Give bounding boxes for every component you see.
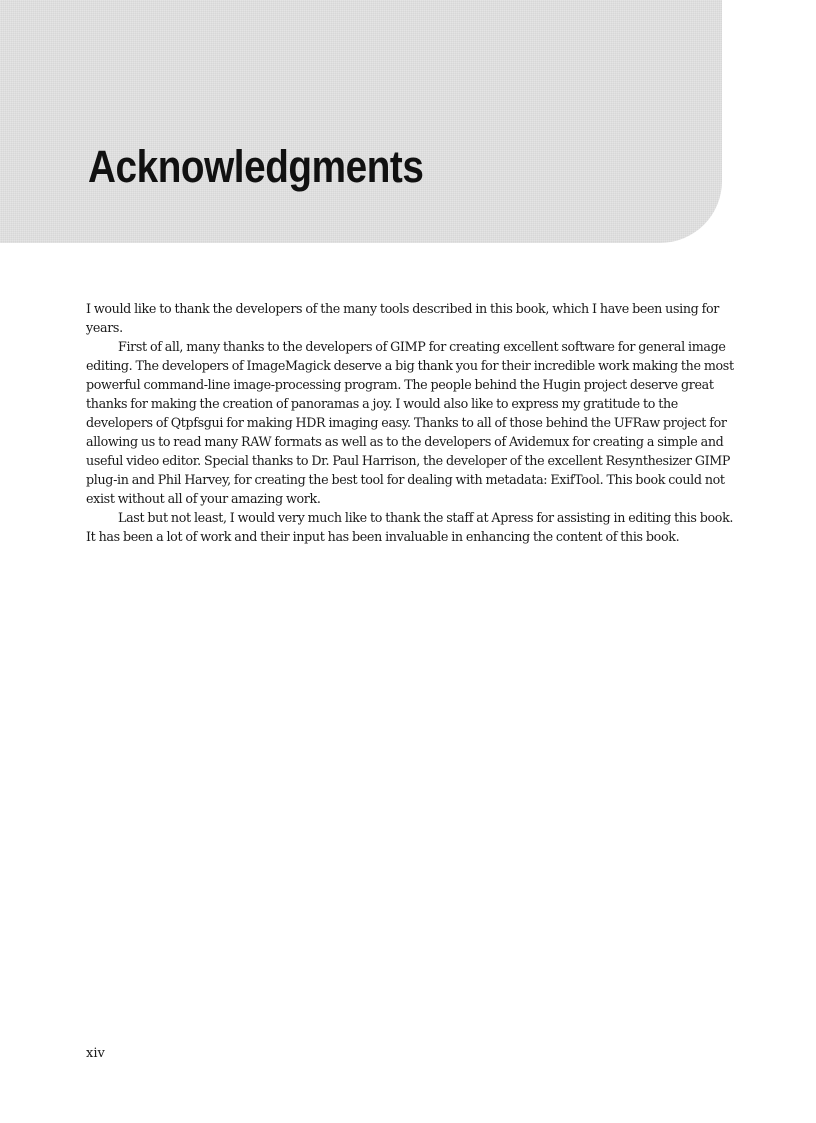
chapter-header-band bbox=[0, 0, 722, 243]
chapter-title: Acknowledgments bbox=[88, 141, 424, 192]
acknowledgments-body bbox=[86, 299, 734, 546]
page-number: xiv bbox=[86, 1046, 105, 1061]
paragraph-publisher-thanks: Last but not least, I would very much like to thank the staff at Apress for assisting in editing this book. It has been a lot of work and their input has been invaluable in enhancing the content of this book. bbox=[86, 510, 734, 544]
paragraph-tool-thanks: First of all, many thanks to the developers of GIMP for creating excellent software for general image editing. The developers of ImageMagick deserve a big thank you for their incredible work making the most powerful command-line image-processing program. The people behind the Hugin project deserve great thanks for making the creation of panoramas a joy. I would also like to express my gratitude to the developers of Qtpfsgui for making HDR imaging easy. Thanks to all of those behind the UFRaw project for allowing us to read many RAW formats as well as to the developers of Avidemux for creating a simple and useful video editor. Special thanks to Dr. Paul Harrison, the developer of the excellent Resynthesizer GIMP plug-in and Phil Harvey, for creating the best tool for dealing with metadata: ExifTool. This book could not exist without all of your amazing work. bbox=[86, 339, 734, 506]
paragraph-intro: I would like to thank the developers of the many tools described in this book, which I have been using for years. bbox=[86, 301, 719, 335]
